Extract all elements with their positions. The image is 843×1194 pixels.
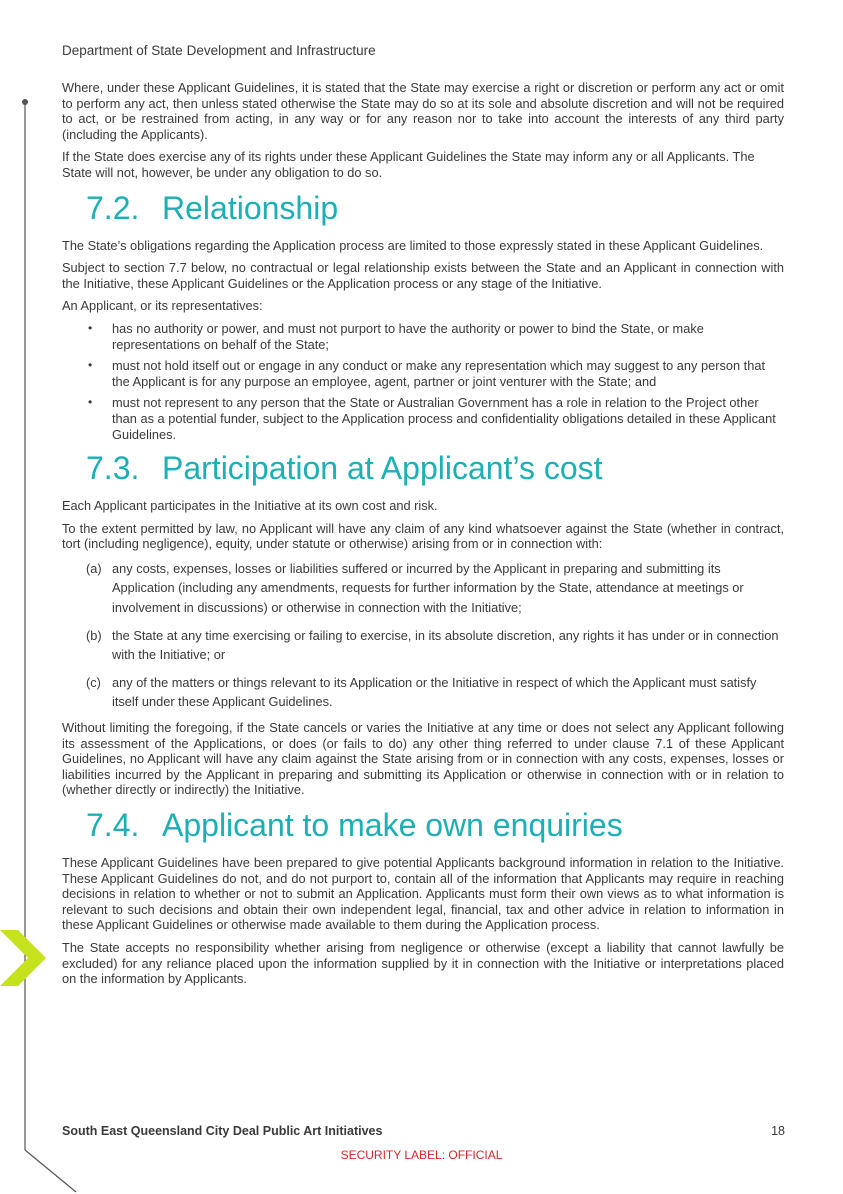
paragraph: To the extent permitted by law, no Applicant will have any claim of any kind whatsoever against the State (whether in contract, tort (including negligence), equity, under statute or otherwise) arising from or in connection with: — [62, 520, 784, 552]
list-item-text: any costs, expenses, losses or liabilities suffered or incurred by the Applicant in preparing and submitting its Application (including any amendments, requests for further information by the State, attendance at meetings or involvement in discussions) or otherwise in connection with the Initiative; — [112, 560, 744, 616]
list-item-text: must not hold itself out or engage in any conduct or make any representation which may suggest to any person that the Applicant is for any purpose an employee, agent, partner or joint venturer with the State; and — [112, 358, 766, 389]
section-number: 7.4. — [86, 807, 140, 843]
document-header: Department of State Development and Infrastructure — [62, 43, 376, 58]
section-heading-7-4 — [86, 805, 784, 845]
paragraph: Subject to section 7.7 below, no contractual or legal relationship exists between the State and an Applicant in connection with the Initiative, these Applicant Guidelines or the Application process or any stage of the Initiative. — [62, 260, 784, 291]
list-marker: (c) — [86, 674, 101, 690]
paragraph: Without limiting the foregoing, if the State cancels or varies the Initiative at any time or does not select any Applicant following its assessment of the Applications, or does (or fails to do) any other thing referred to under clause 7.1 of these Applicant Guidelines, no Applicant will have any claim against the State arising from or in connection with any costs, expenses, losses or liabilities incurred by the Applicant in preparing and submitting its Application or otherwise in connection with or in relation to (whether directly or indirectly) the Initiative. — [62, 720, 784, 798]
paragraph: An Applicant, or its representatives: — [62, 298, 263, 314]
paragraph: The State accepts no responsibility whether arising from negligence or otherwise (except a liability that cannot lawfully be excluded) for any reliance placed upon the information supplied by it in connection with the Initiative or interpretations placed on the information by Applicants. — [62, 939, 784, 987]
list-item — [62, 559, 784, 618]
paragraph: The State’s obligations regarding the Application process are limited to those expressly stated in these Applicant Guidelines. — [62, 237, 764, 253]
section-number: 7.3. — [86, 450, 140, 487]
paragraph: Each Applicant participates in the Initiative at its own cost and risk. — [62, 498, 438, 514]
intro-paragraph-2: If the State does exercise any of its rights under these Applicant Guidelines the State may inform any or all Applicants. The State will not, however, be under any obligation to do so. — [62, 149, 755, 180]
page-number: 18 — [771, 1124, 785, 1138]
lettered-list — [62, 559, 784, 712]
bullet-icon: • — [88, 358, 93, 373]
bullet-list — [62, 321, 784, 442]
list-item-text: the State at any time exercising or failing to exercise, in its absolute discretion, any rights it has under or in connection with the Initiative; or — [112, 627, 779, 663]
section-title: Applicant to make own enquiries — [162, 807, 623, 843]
list-item-text: any of the matters or things relevant to its Application or the Initiative in respect of which the Applicant must satisfy itself under these Applicant Guidelines. — [112, 674, 757, 710]
section-title: Participation at Applicant’s cost — [162, 450, 603, 487]
paragraph: These Applicant Guidelines have been prepared to give potential Applicants background information in relation to the Initiative. These Applicant Guidelines do not, and do not purport to, contain all of the information that Applicants may require in reaching decisions in relation to whether or not to submit an Application. Applicants must form their own views as to what information is relevant to such decisions and obtain their own independent legal, financial, tax and other advice in relation to information in these Applicant Guidelines or otherwise made available to them during the Application process. — [62, 855, 784, 933]
list-item — [62, 626, 784, 665]
intro-paragraph-1: Where, under these Applicant Guidelines, it is stated that the State may exercise a right or discretion or perform any act or omit to perform any act, then unless stated otherwise the State may do so at its sole and absolute discretion and will not be required to act, or be restrained from acting, in any way or for any reason nor to take into account the interests of any third party (including the Applicants). — [62, 80, 784, 142]
chevron-icon — [0, 930, 46, 986]
footer-title: South East Queensland City Deal Public Art Initiatives — [62, 1124, 383, 1138]
section-heading-7-2 — [86, 188, 784, 228]
bullet-icon: • — [88, 395, 93, 410]
list-item-text: has no authority or power, and must not purport to have the authority or power to bind the State, or make representations on behalf of the State; — [112, 320, 704, 352]
section-title: Relationship — [162, 189, 339, 226]
list-item — [62, 395, 784, 442]
margin-rule-dot — [22, 99, 28, 105]
bullet-icon: • — [88, 320, 93, 335]
list-item — [62, 358, 784, 389]
section-heading-7-3 — [86, 448, 784, 488]
list-marker: (a) — [86, 560, 102, 576]
document-body — [62, 80, 784, 994]
security-label: SECURITY LABEL: OFFICIAL — [340, 1148, 503, 1162]
list-item-text: must not represent to any person that the State or Australian Government has a role in relation to the Project other than as a potential funder, subject to the Application process and confidentiality obligations detailed in these Applicant Guidelines. — [112, 395, 776, 442]
list-item — [62, 321, 784, 352]
section-number: 7.2. — [86, 189, 140, 226]
list-marker: (b) — [86, 627, 102, 643]
list-item — [62, 673, 784, 712]
